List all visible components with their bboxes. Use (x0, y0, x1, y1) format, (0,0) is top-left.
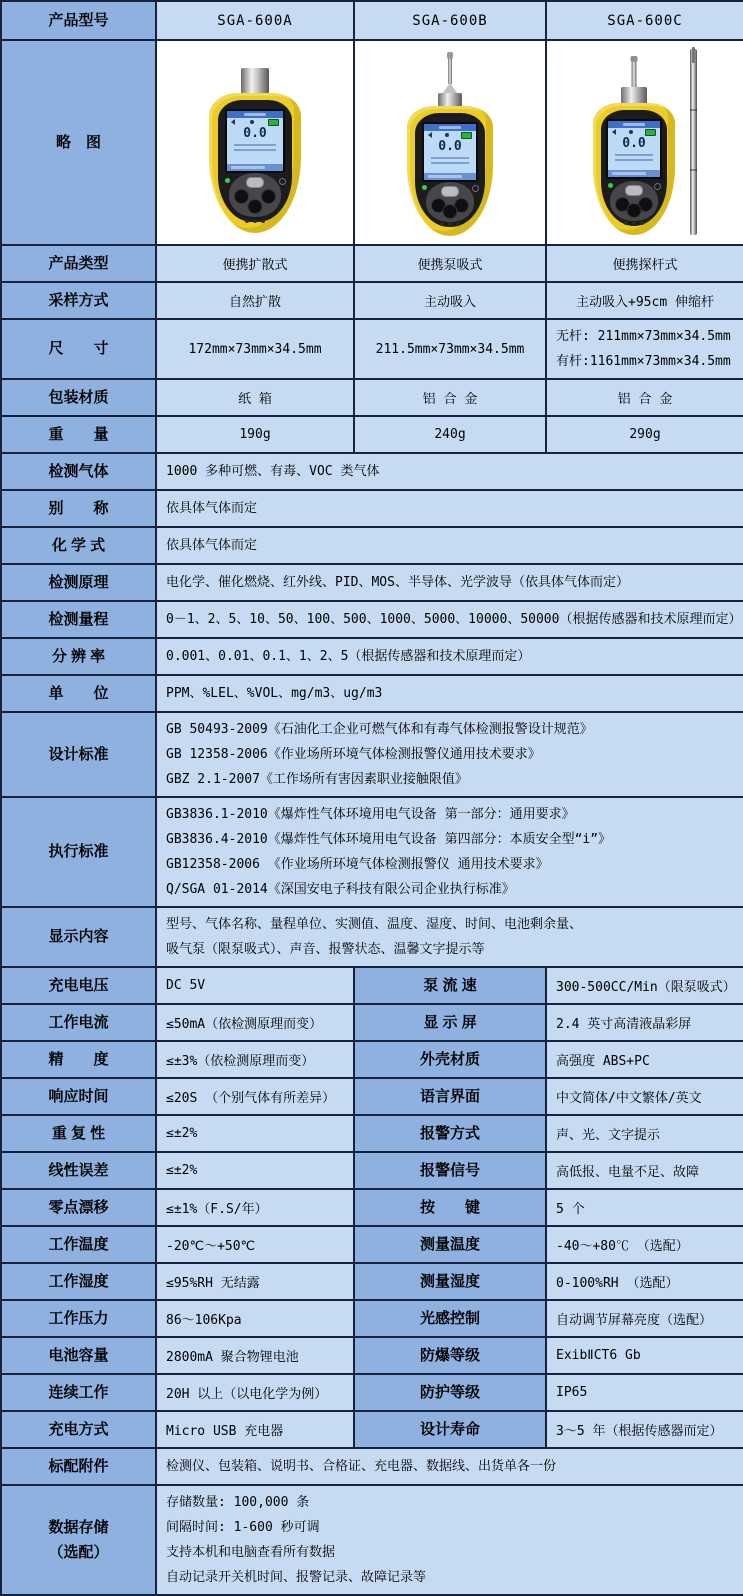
spec-value-line: 0.001、0.01、0.1、1、2、5（根据传感器和技术原理而定） (166, 649, 531, 664)
comparison-row (1, 319, 743, 379)
spec-value-line: 吸气泵（限泵吸式）、声音、报警状态、温馨文字提示等 (166, 942, 485, 957)
enter-button (443, 204, 458, 219)
spec-row-label: 测量温度 (354, 1226, 546, 1263)
paired-spec-row (1, 1115, 743, 1152)
spec-value-line: 有杆:1161mm×73mm×34.5mm (556, 354, 731, 369)
spec-row-label: 包装材质 (1, 379, 156, 416)
spec-value-line: （选配） (48, 1544, 109, 1561)
spec-value-cell: IP65 (546, 1374, 743, 1411)
spec-value-cell: ≤±3%（依检测原理而变） (156, 1041, 354, 1078)
paired-spec-row (1, 1263, 743, 1300)
screen-datetime-bar (424, 173, 476, 180)
spec-value-cell: 主动吸入+95cm 伸缩杆 (546, 282, 743, 319)
paired-spec-row (1, 1411, 743, 1448)
paired-specs-section (1, 967, 743, 1448)
device-body (593, 103, 675, 235)
spec-row-label: 充电电压 (1, 967, 156, 1004)
spec-value-line: 检测仪、包装箱、说明书、合格证、充电器、数据线、出货单各一份 (166, 1459, 557, 1474)
spec-row-label: 重 量 (1, 416, 156, 453)
fan-icon (445, 133, 449, 137)
spec-value-cell: ≤±2% (156, 1115, 354, 1152)
spec-value-line: 依具体气体而定 (166, 501, 258, 516)
spec-value-cell: 便携泵吸式 (354, 245, 546, 282)
spec-value-line: GB3836.4-2010《爆炸性气体环境用电气设备 第四部分：本质安全型“i”》 (166, 832, 612, 847)
header-section (1, 1, 743, 245)
comparison-row (1, 282, 743, 319)
spec-value-cell: ≤±1%（F.S/年） (156, 1189, 354, 1226)
spec-value-cell (546, 319, 743, 379)
battery-icon (461, 132, 472, 139)
spec-value-line: PPM、%LEL、%VOL、mg/m3、ug/m3 (166, 686, 383, 701)
spec-value-cell (156, 675, 743, 712)
spec-value-cell: 5 个 (546, 1189, 743, 1226)
paired-spec-row (1, 1300, 743, 1337)
sensor-cap (241, 68, 269, 94)
spec-value-cell: ExibⅡCT6 Gb (546, 1337, 743, 1374)
device-image-sga600b (400, 48, 500, 240)
spec-row (1, 1448, 743, 1485)
model-cell-sga600a: SGA-600A (156, 1, 354, 40)
spec-value-cell: 86～106Kpa (156, 1300, 354, 1337)
battery-icon (268, 119, 279, 126)
spec-value-line: GB3836.1-2010《爆炸性气体环境用电气设备 第一部分：通用要求》 (166, 807, 575, 822)
spec-row-label: 工作温度 (1, 1226, 156, 1263)
spec-row-label: 工作电流 (1, 1004, 156, 1041)
spec-value-cell: 纸 箱 (156, 379, 354, 416)
spec-row (1, 712, 743, 797)
spec-value-cell (156, 638, 743, 675)
spec-row-label: 零点漂移 (1, 1189, 156, 1226)
paired-spec-row (1, 1152, 743, 1189)
comparison-section (1, 245, 743, 453)
spec-value-cell (156, 490, 743, 527)
telescopic-rod (690, 49, 697, 235)
speaker-holes (253, 219, 257, 223)
spec-row-label: 电池容量 (1, 1337, 156, 1374)
spec-value-cell: 声、光、文字提示 (546, 1115, 743, 1152)
spec-value-line: GBZ 2.1-2007《工作场所有害因素职业接触限值》 (166, 772, 468, 787)
spec-value-line: GB12358-2006 《作业场所环境气体检测报警仪 通用技术要求》 (166, 857, 549, 872)
spec-value-cell: Micro USB 充电器 (156, 1411, 354, 1448)
spec-row (1, 453, 743, 490)
spec-value-cell: DC 5V (156, 967, 354, 1004)
spec-value-cell: 主动吸入 (354, 282, 546, 319)
spec-value-line: 间隔时间: 1-600 秒可调 (166, 1520, 320, 1535)
header-row (1, 1, 743, 40)
device-body (209, 93, 301, 233)
screen-status-icons (608, 128, 660, 136)
right-button (261, 189, 276, 204)
spec-row (1, 675, 743, 712)
spec-value-cell: 172mm×73mm×34.5mm (156, 319, 354, 379)
spec-value-cell: 自动调节屏幕亮度（选配） (546, 1300, 743, 1337)
spec-value-cell (156, 527, 743, 564)
device-body (407, 106, 493, 236)
spec-row (1, 490, 743, 527)
model-cell-sga600b: SGA-600B (354, 1, 546, 40)
spec-value-cell (156, 712, 743, 797)
common-specs-section (1, 453, 743, 967)
fan-icon (629, 130, 633, 134)
screen-info-line (234, 144, 276, 146)
spec-value-cell: 铝 合 金 (354, 379, 546, 416)
probe-base (621, 87, 647, 104)
spec-value-cell: ≤50mA（依检测原理而变） (156, 1004, 354, 1041)
screen-info-line (431, 162, 469, 164)
screen-reading: 0.0 (622, 136, 646, 151)
device-image-sga600c (584, 48, 684, 240)
spec-value-cell: 铝 合 金 (546, 379, 743, 416)
spec-value-line: 1000 多种可燃、有毒、VOC 类气体 (166, 464, 380, 479)
spec-row-label: 精 度 (1, 1041, 156, 1078)
spec-row-label: 检测气体 (1, 453, 156, 490)
spec-row-label: 标配附件 (1, 1448, 156, 1485)
spec-row-label: 报警方式 (354, 1115, 546, 1152)
spec-row (1, 907, 743, 967)
spec-value-cell (156, 564, 743, 601)
spec-row-label: 尺 寸 (1, 319, 156, 379)
screen-info-line (431, 157, 469, 159)
paired-spec-row (1, 1337, 743, 1374)
spec-value-cell: 便携探杆式 (546, 245, 743, 282)
spec-row-label: 显 示 屏 (354, 1004, 546, 1041)
screen-status-icons (424, 131, 476, 139)
speaker-holes (448, 222, 452, 226)
enter-button (248, 199, 263, 214)
spec-value-line: GB 12358-2006《作业场所环境气体检测报警仪通用技术要求》 (166, 747, 541, 762)
comparison-row (1, 379, 743, 416)
spec-row-label: 工作湿度 (1, 1263, 156, 1300)
spec-value-line: 0－1、2、5、10、50、100、500、1000、5000、10000、50000（根据传感器和技术原理而定） (166, 612, 742, 627)
spec-row (1, 638, 743, 675)
screen-reading: 0.0 (243, 126, 267, 141)
keypad (426, 182, 474, 222)
spec-value-cell: 211.5mm×73mm×34.5mm (354, 319, 546, 379)
sketch-cell-sga600b (354, 40, 546, 245)
screen-datetime-bar (227, 164, 283, 171)
spec-row-label: 别 称 (1, 490, 156, 527)
keypad (229, 173, 281, 217)
spec-row-label: 采样方式 (1, 282, 156, 319)
paired-spec-row (1, 1189, 743, 1226)
speaker-icon (428, 132, 432, 138)
spec-value-cell: 高低报、电量不足、故障 (546, 1152, 743, 1189)
device-image-sga600a (205, 48, 305, 240)
spec-value-cell: ≤20S （个别气体有所差异） (156, 1078, 354, 1115)
spec-value-cell (156, 1485, 743, 1595)
screen-title-bar (424, 124, 476, 131)
spec-value-cell: 3～5 年（根据传感器而定） (546, 1411, 743, 1448)
fan-icon (250, 120, 254, 124)
spec-row-label: 工作压力 (1, 1300, 156, 1337)
spec-value-cell: ≤±2% (156, 1152, 354, 1189)
spec-value-cell (156, 1448, 743, 1485)
spec-row-label: 语言界面 (354, 1078, 546, 1115)
paired-spec-row (1, 1041, 743, 1078)
spec-value-cell (156, 797, 743, 907)
lcd-screen (606, 119, 662, 179)
spec-row-label: 测量湿度 (354, 1263, 546, 1300)
spec-row (1, 601, 743, 638)
spec-value-line: 无杆: 211mm×73mm×34.5mm (556, 329, 731, 344)
spec-value-cell: 中文简体/中文繁体/英文 (546, 1078, 743, 1115)
sketch-label: 略 图 (1, 40, 156, 245)
comparison-row (1, 245, 743, 282)
accessories-storage-section (1, 1448, 743, 1595)
spec-value-cell: 190g (156, 416, 354, 453)
spec-row-label: 充电方式 (1, 1411, 156, 1448)
speaker-holes (632, 221, 636, 225)
spec-value-line: 型号、气体名称、量程单位、实测值、温度、湿度、时间、电池剩余量、 (166, 917, 583, 932)
spec-value-line: 依具体气体而定 (166, 538, 258, 553)
spec-row (1, 797, 743, 907)
spec-row-label: 显示内容 (1, 907, 156, 967)
paired-spec-row (1, 1374, 743, 1411)
spec-row-label: 检测量程 (1, 601, 156, 638)
spec-row (1, 527, 743, 564)
spec-row (1, 1485, 743, 1595)
spec-row-label: 泵 流 速 (354, 967, 546, 1004)
spec-row-label: 光感控制 (354, 1300, 546, 1337)
spec-row-label: 外壳材质 (354, 1041, 546, 1078)
spec-value-cell: -20℃～+50℃ (156, 1226, 354, 1263)
paired-spec-row (1, 1004, 743, 1041)
spec-value-line: GB 50493-2009《石油化工企业可燃气体和有毒气体检测报警设计规范》 (166, 722, 593, 737)
spec-value-cell: 240g (354, 416, 546, 453)
spec-row (1, 564, 743, 601)
header-label-product-model: 产品型号 (1, 1, 156, 40)
spec-row-label: 产品类型 (1, 245, 156, 282)
model-cell-sga600c: SGA-600C (546, 1, 743, 40)
speaker-icon (612, 129, 616, 135)
paired-spec-row (1, 1226, 743, 1263)
spec-row-label: 连续工作 (1, 1374, 156, 1411)
spec-row-label: 报警信号 (354, 1152, 546, 1189)
screen-info-line (234, 149, 276, 151)
screen-title-bar (227, 111, 283, 118)
spec-value-cell: 20H 以上（以电化学为例） (156, 1374, 354, 1411)
spec-value-cell (156, 907, 743, 967)
probe-rod (632, 58, 637, 88)
spec-value-cell: -40～+80℃ （选配） (546, 1226, 743, 1263)
screen-title-bar (608, 121, 660, 128)
sketch-cell-sga600a (156, 40, 354, 245)
spec-value-line: 支持本机和电脑查看所有数据 (166, 1545, 336, 1560)
screen-status-icons (227, 118, 283, 126)
spec-value-cell: 0-100%RH （选配） (546, 1263, 743, 1300)
lcd-screen (225, 109, 285, 173)
screen-reading: 0.0 (438, 139, 462, 154)
spec-row-label: 响应时间 (1, 1078, 156, 1115)
spec-row-label: 检测原理 (1, 564, 156, 601)
spec-value-cell (156, 601, 743, 638)
spec-value-cell: 2.4 英寸高清液晶彩屏 (546, 1004, 743, 1041)
keypad (610, 181, 658, 221)
device-front-panel (415, 113, 485, 227)
menu-button (441, 186, 459, 197)
device-front-panel (218, 100, 292, 222)
paired-spec-row (1, 967, 743, 1004)
spec-value-cell: 290g (546, 416, 743, 453)
spec-row-label: 重 复 性 (1, 1115, 156, 1152)
screen-datetime-bar (608, 170, 660, 177)
pump-probe-base (438, 93, 462, 107)
lcd-screen (422, 122, 478, 182)
device-front-panel (601, 110, 667, 226)
menu-button (625, 185, 643, 196)
left-button (234, 189, 249, 204)
spec-row-label: 化 学 式 (1, 527, 156, 564)
spec-value-line: 存储数量: 100,000 条 (166, 1495, 310, 1510)
speaker-icon (231, 119, 235, 125)
battery-icon (645, 129, 656, 136)
spec-value-line: 自动记录开关机时间、报警记录、故障记录等 (166, 1570, 427, 1585)
spec-value-cell: 便携扩散式 (156, 245, 354, 282)
spec-row-label: 防爆等级 (354, 1337, 546, 1374)
spec-value-line: Q/SGA 01-2014《深国安电子科技有限公司企业执行标准》 (166, 882, 515, 897)
menu-button (246, 177, 264, 188)
spec-value-line: 数据存储 (48, 1519, 109, 1536)
spec-value-cell: 高强度 ABS+PC (546, 1041, 743, 1078)
spec-value-cell (156, 453, 743, 490)
spec-value-cell: 自然扩散 (156, 282, 354, 319)
screen-info-line (615, 154, 653, 156)
spec-value-cell: ≤95%RH 无结露 (156, 1263, 354, 1300)
spec-row-label: 分 辨 率 (1, 638, 156, 675)
screen-info-line (615, 159, 653, 161)
spec-value-cell: 300-500CC/Min（限泵吸式） (546, 967, 743, 1004)
spec-row-label: 设计寿命 (354, 1411, 546, 1448)
spec-value-line: 电化学、催化燃烧、红外线、PID、MOS、半导体、光学波导（依具体气体而定） (166, 575, 629, 590)
spec-value-cell: 2800mA 聚合物锂电池 (156, 1337, 354, 1374)
sketch-row (1, 40, 743, 245)
spec-row-label: 防护等级 (354, 1374, 546, 1411)
paired-spec-row (1, 1078, 743, 1115)
sketch-cell-sga600c (546, 40, 743, 245)
spec-row-label: 单 位 (1, 675, 156, 712)
spec-row-label: 设计标准 (1, 712, 156, 797)
enter-button (627, 203, 642, 218)
spec-row-label (1, 1485, 156, 1595)
pump-probe-rod (448, 52, 452, 84)
comparison-row (1, 416, 743, 453)
spec-row-label: 按 键 (354, 1189, 546, 1226)
spec-row-label: 执行标准 (1, 797, 156, 907)
spec-row-label: 线性误差 (1, 1152, 156, 1189)
